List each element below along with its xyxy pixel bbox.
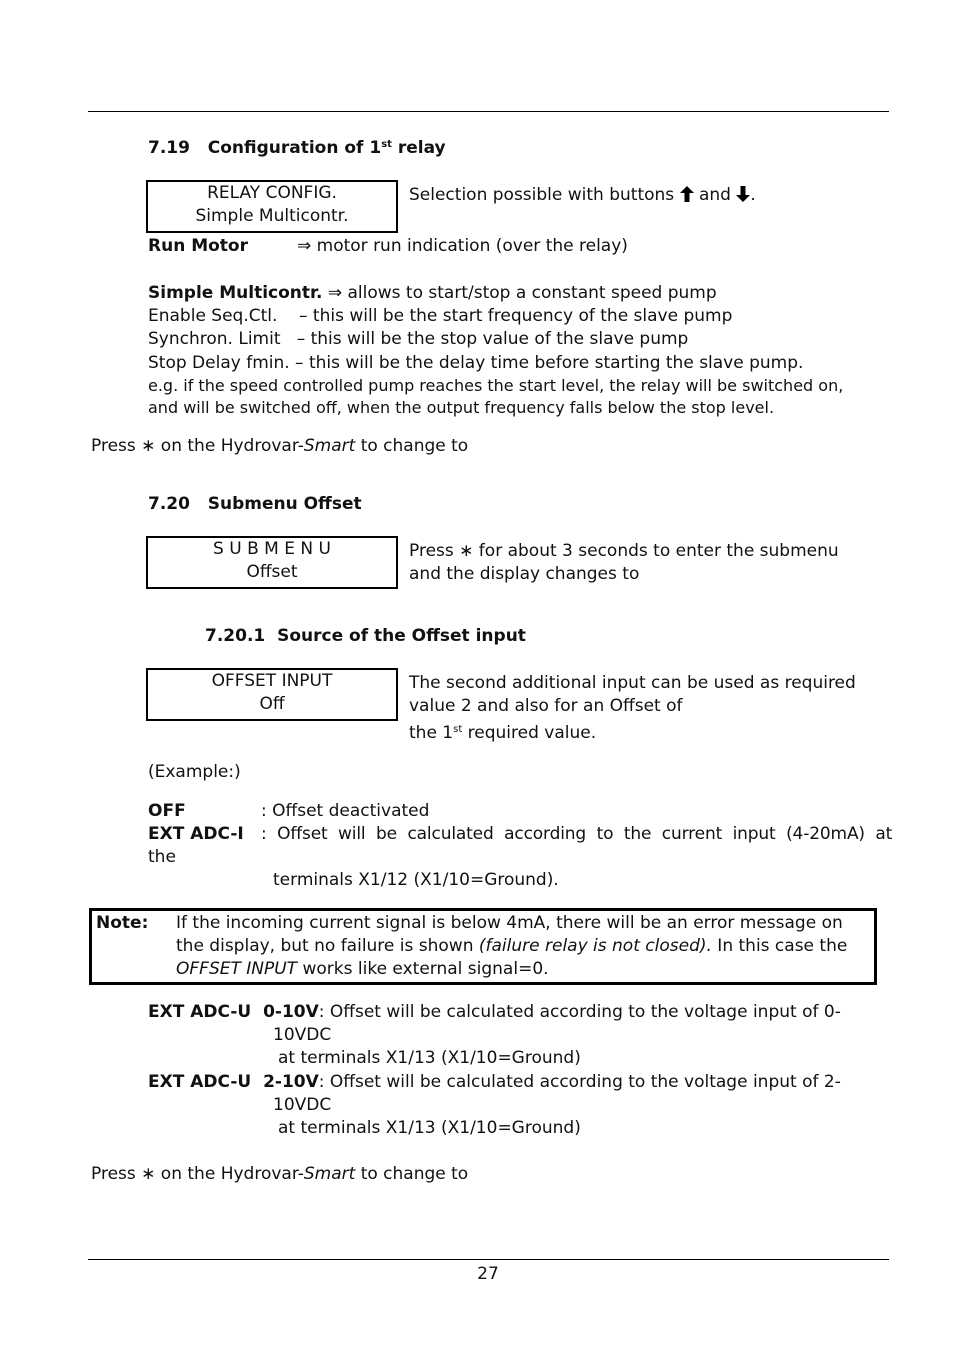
ext-adc-i-term: EXT ADC-I bbox=[148, 824, 244, 844]
example-label: (Example:) bbox=[148, 762, 241, 782]
header-rule bbox=[88, 111, 889, 112]
asterisk-icon: ∗ bbox=[141, 436, 156, 456]
run-motor-term: Run Motor bbox=[148, 236, 248, 256]
submenu-desc-line-1: Press ∗ for about 3 seconds to enter the submenu bbox=[409, 541, 839, 561]
offset-input-display bbox=[146, 668, 398, 721]
note-line-2: the display, but no failure is shown (failure relay is not closed). In this case the bbox=[176, 936, 848, 956]
display-line-1: RELAY CONFIG. bbox=[207, 183, 337, 203]
offset-desc-line-2: value 2 and also for an Offset of bbox=[409, 696, 683, 716]
ext-adc-i-line-2: terminals X1/12 (X1/10=Ground). bbox=[273, 870, 559, 890]
page-number: 27 bbox=[477, 1264, 499, 1284]
submenu-desc-line-2: and the display changes to bbox=[409, 564, 640, 584]
arrow-down-icon bbox=[736, 186, 750, 202]
ext-adc-u-0-10v-line: EXT ADC-U 0-10V: Offset will be calculated according to the voltage input of 0- bbox=[148, 1002, 841, 1022]
ext-adc-i-desc: : Offset will be calculated according to the current input (4-20mA) at bbox=[261, 824, 893, 844]
ext-adc-u-2-10v-line-2: 10VDC bbox=[273, 1095, 332, 1115]
display-line-2: Simple Multicontr. bbox=[195, 206, 349, 226]
synchron-limit-line: Synchron. Limit – this will be the stop value of the slave pump bbox=[148, 329, 689, 349]
asterisk-icon: ∗ bbox=[459, 541, 474, 561]
ext-adc-u-0-10v-line-3: at terminals X1/13 (X1/10=Ground) bbox=[278, 1048, 581, 1068]
press-change-line-2: Press ∗ on the Hydrovar-Smart to change to bbox=[91, 1164, 469, 1184]
arrow-up-icon bbox=[680, 186, 694, 202]
run-motor-desc: ⇒ motor run indication (over the relay) bbox=[297, 236, 628, 256]
ext-adc-u-2-10v-line-3: at terminals X1/13 (X1/10=Ground) bbox=[278, 1118, 581, 1138]
section-7-20-heading: 7.20 Submenu Offset bbox=[148, 494, 362, 514]
offset-desc-line-1: The second additional input can be used as required bbox=[409, 673, 856, 693]
stop-delay-line: Stop Delay fmin. – this will be the delay time before starting the slave pump. bbox=[148, 353, 804, 373]
display-line-2: Off bbox=[259, 694, 285, 714]
ext-adc-i-wrap: the bbox=[148, 847, 176, 867]
enable-seq-line: Enable Seq.Ctl. – this will be the start frequency of the slave pump bbox=[148, 306, 733, 326]
off-term: OFF bbox=[148, 801, 186, 821]
press-change-line-1: Press ∗ on the Hydrovar-Smart to change to bbox=[91, 436, 469, 456]
note-line-3: OFFSET INPUT works like external signal=0. bbox=[176, 959, 549, 979]
submenu-display bbox=[146, 536, 398, 589]
ext-adc-u-2-10v-line: EXT ADC-U 2-10V: Offset will be calculated according to the voltage input of 2- bbox=[148, 1072, 841, 1092]
note-line-1: If the incoming current signal is below 4mA, there will be an error message on bbox=[176, 913, 843, 933]
off-desc: : Offset deactivated bbox=[261, 801, 430, 821]
ext-adc-u-0-10v-line-2: 10VDC bbox=[273, 1025, 332, 1045]
section-7-20-1-heading: 7.20.1 Source of the Offset input bbox=[205, 626, 526, 646]
display-line-1: S U B M E N U bbox=[213, 539, 331, 559]
offset-desc-line-3: the 1st required value. bbox=[409, 723, 597, 743]
relay-selection-text: Selection possible with buttons and . bbox=[409, 185, 756, 205]
section-7-19-heading: 7.19 Configuration of 1st relay bbox=[148, 138, 446, 158]
example-line-1: e.g. if the speed controlled pump reaches the start level, the relay will be switched on, bbox=[148, 376, 844, 395]
asterisk-icon: ∗ bbox=[141, 1164, 156, 1184]
simple-multicontr-line: Simple Multicontr. ⇒ allows to start/stop a constant speed pump bbox=[148, 283, 717, 303]
relay-config-display bbox=[146, 180, 398, 233]
footer-rule bbox=[88, 1259, 889, 1260]
example-line-2: and will be switched off, when the output frequency falls below the stop level. bbox=[148, 398, 775, 417]
display-line-2: Offset bbox=[246, 562, 298, 582]
display-line-1: OFFSET INPUT bbox=[211, 671, 333, 691]
note-label: Note: bbox=[96, 913, 149, 933]
